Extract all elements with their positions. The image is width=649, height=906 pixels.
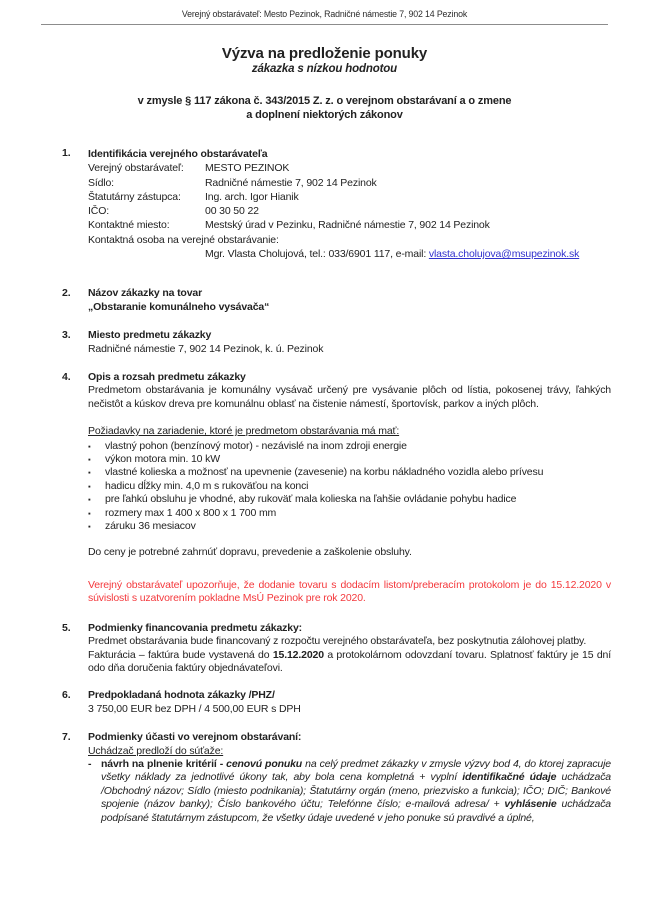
section-number: 6. [62,689,71,702]
section-body [88,371,611,606]
section-heading: Identifikácia verejného obstarávateľa [88,148,268,160]
criteria-run-bold: návrh na plnenie kritérií [101,757,217,770]
kv-row [88,176,611,190]
list-item-text: rozmery max 1 400 x 800 x 1 700 mm [105,506,277,519]
section-body [88,689,611,716]
kv-label: Štatutárny zástupca: [88,190,181,203]
list-item-text: vlastné kolieska a možnosť na upevnenie (zavesenie) na korbu nákladného vozidla alebo prívesu [105,466,544,479]
kv-row [88,161,611,175]
section-contract-name [0,287,649,314]
kv-label: IČO: [88,205,109,218]
list-item [88,520,611,533]
list-item [88,440,611,453]
section-body [88,147,611,261]
section-number: 4. [62,371,71,383]
section-number: 3. [62,329,71,342]
criteria-run-price-offer: cenovú ponuku [226,757,303,770]
bullet-marker: ▪ [88,508,91,518]
price-note: Do ceny je potrebné zahrnúť dopravu, prevedenie a zaškolenie obsluhy. [88,546,412,559]
kv-value: 00 30 50 22 [205,205,259,218]
contact-person-label: Kontaktná osoba na verejné obstarávanie: [88,233,279,246]
criteria-run-text: na celý predmet zákazky v zmysle výzvy bod 4, do ktorej zapracuje všetky náklady za jednotlivé úkony tak, aby bola cena kompletná + vyplní [101,757,611,784]
header-rule [41,24,608,25]
section-heading: Miesto predmetu zákazky [88,329,212,342]
section-heading: Podmienky financovania predmetu zákazky: [88,621,302,634]
criteria-run-declaration: vyhlásenie [504,798,557,811]
section-body [88,287,611,314]
kv-value: Radničné námestie 7, 902 14 Pezinok [205,176,377,189]
financing-paragraph-2 [88,649,611,676]
kv-value: MESTO PEZINOK [205,162,290,175]
bullet-marker: ▪ [88,455,91,465]
criteria-run-text: uchádzača podpísané štatutárnym zástupcom, že všetky údaje uvedené v jeho ponuke sú pravdivé a úplné, [101,798,611,824]
kv-value: Mestský úrad v Pezinku, Radničné námestie 7, 902 14 Pezinok [205,219,490,232]
section-heading: Predpokladaná hodnota zákazky /PHZ/ [88,689,275,702]
section-number: 1. [62,147,71,159]
list-item-text: hadicu dĺžky min. 4,0 m s rukoväťou na konci [105,479,309,492]
dash-marker: - [88,757,92,770]
list-item [88,466,611,479]
estimated-value: 3 750,00 EUR bez DPH / 4 500,00 EUR s DPH [88,702,301,715]
section-heading: Podmienky účasti vo verejnom obstarávaní: [88,731,302,744]
requirements-heading: Požiadavky na zariadenie, ktoré je predmetom obstarávania má mať: [88,425,400,438]
bullet-marker: ▪ [88,441,91,451]
section-identification [0,147,649,261]
criteria-text [101,758,611,825]
section-heading: Názov zákazky na tovar [88,287,203,300]
kv-row [88,204,611,218]
email-link[interactable]: vlasta.cholujova@msupezinok.sk [428,248,580,261]
kv-row [88,190,611,204]
contact-person-line [205,247,611,261]
legal-reference [0,95,649,122]
list-item [88,453,611,466]
criteria-run-id-data: identifikačné údaje [462,771,557,784]
financing-text: Fakturácia – faktúra bude vystavená do [88,648,273,661]
section-body [88,731,611,825]
page-title: Výzva na predloženie ponuky [221,45,428,62]
tender-subheading: Uchádzač predloží do súťaže: [88,744,224,757]
kv-label: Kontaktné miesto: [88,219,170,232]
section-number: 2. [62,287,71,300]
section-estimated-value [0,689,649,716]
kv-label: Sídlo: [88,176,114,189]
kv-row [88,218,611,232]
section-place [0,329,649,356]
list-item [88,493,611,506]
requirements-list [88,440,611,534]
section-body [88,329,611,356]
deadline-notice: Verejný obstarávateľ upozorňuje, že dodanie tovaru s dodacím listom/preberacím protokolom je do 15.12.2020 v súvislosti s uzatvorením pokladne MsÚ Pezinok pre rok 2020. [88,578,611,605]
criteria-item [88,758,611,825]
list-item [88,480,611,493]
bullet-marker: ▪ [88,495,91,505]
section-number: 7. [62,731,71,744]
bullet-marker: ▪ [88,481,91,491]
page-subtitle: zákazka s nízkou hodnotou [251,63,398,75]
description-paragraph: Predmetom obstarávania je komunálny vysávač určený pre vysávanie plôch od lístia, pokosenej trávy, ľahkých nečistôt a kúskov dreva pre komunálnu oblasť na čistenie námestí, športovísk, parkov a iných plôch. [88,384,611,410]
list-item-text: záruku 36 mesiacov [105,520,196,533]
legal-line-1: v zmysle § 117 zákona č. 343/2015 Z. z. o verejnom obstarávaní a o zmene [137,95,512,107]
invoice-date: 15.12.2020 [272,648,324,661]
document-header: Verejný obstarávateľ: Mesto Pezinok, Radničné námestie 7, 902 14 Pezinok [181,9,468,19]
bullet-marker: ▪ [88,468,91,478]
section-body [88,622,611,676]
contract-name-value: „Obstaranie komunálneho vysávača“ [88,300,270,313]
kv-value: Ing. arch. Igor Hianik [205,190,299,203]
contact-person-text: Mgr. Vlasta Cholujová, tel.: 033/6901 117, e-mail: [205,248,429,261]
legal-line-2: a doplnení niektorých zákonov [246,108,403,121]
section-description [0,371,649,606]
section-participation [0,731,649,825]
list-item-text: výkon motora min. 10 kW [105,453,221,466]
section-number: 5. [62,621,71,634]
section-financing [0,622,649,676]
place-value: Radničné námestie 7, 902 14 Pezinok, k. ú. Pezinok [88,342,324,355]
criteria-run-text: uchádzača /Obchodný názov; Sídlo (miesto podnikania); Štatutárny orgán (meno, priezvisko a funkcia); IČO; DIČ; Bankové spojenie (názov banky); Číslo bankového účtu; Telefónne číslo; e-mailová adresa/ + [101,771,611,811]
section-heading: Opis a rozsah predmetu zákazky [88,371,246,383]
list-item-text: pre ľahkú obsluhu je vhodné, aby rukoväť mala kolieska na ľahšie ovládanie pohybu hadice [105,493,517,506]
list-item [88,507,611,520]
bullet-marker: ▪ [88,522,91,532]
financing-text: a protokolárnom odovzdaní tovaru. Splatnosť faktúry je 15 dní odo dňa doručenia faktúry objednávateľovi. [88,648,611,674]
financing-paragraph-1: Predmet obstarávania bude financovaný z rozpočtu verejného obstarávateľa, bez poskytnutia zálohovej platby. [88,635,587,648]
criteria-run-sep: - [216,757,227,770]
list-item-text: vlastný pohon (benzínový motor) - nezávislé na inom zdroji energie [105,439,407,452]
kv-label: Verejný obstarávateľ: [88,162,184,175]
